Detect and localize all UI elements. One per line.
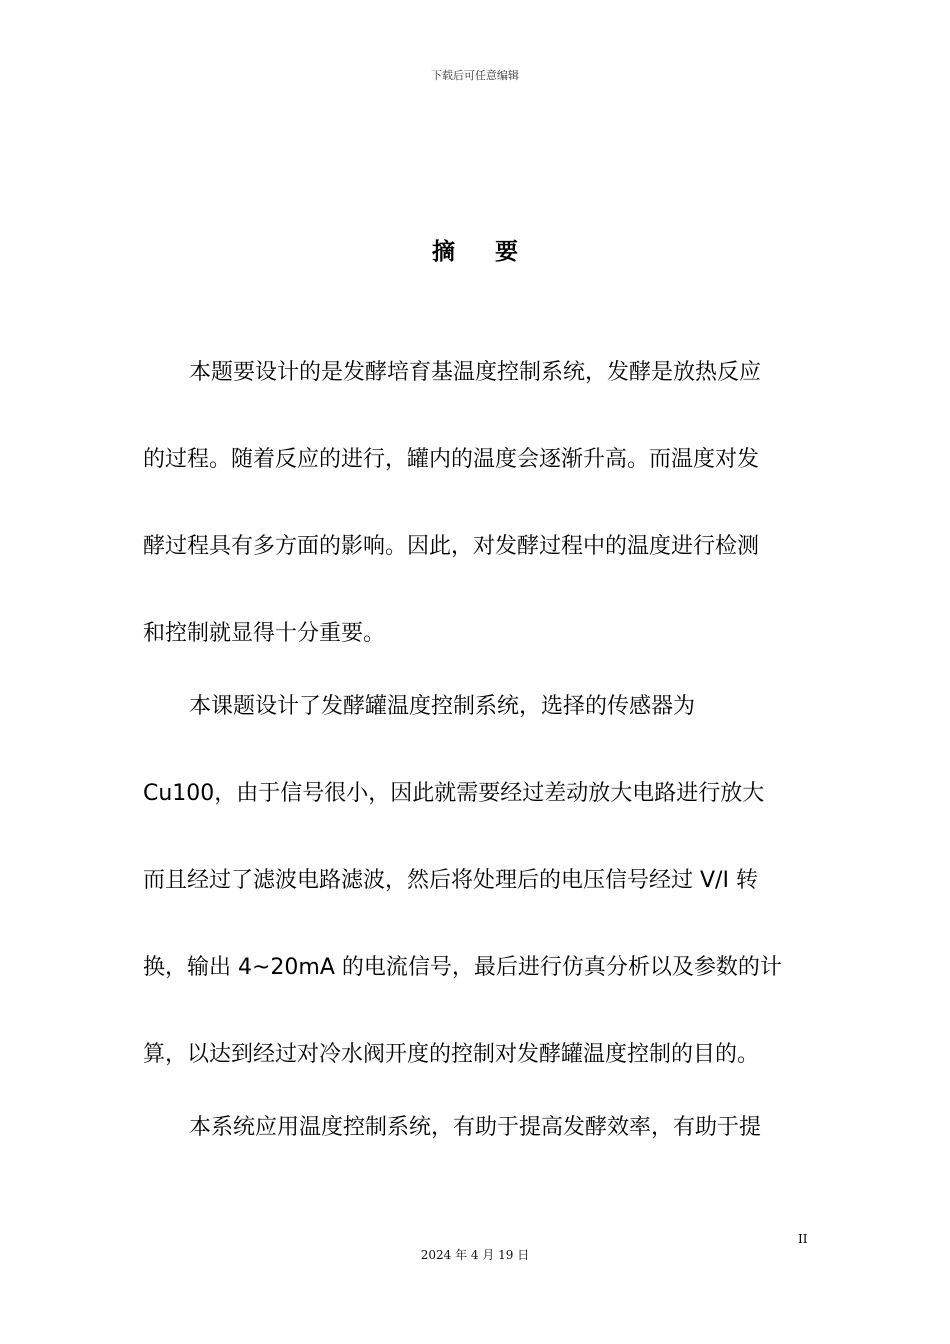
paragraph-3-line-1: 本系统应用温度控制系统，有助于提高发酵效率，有助于提 [189, 1115, 762, 1140]
paragraph-1-line-2: 的过程。随着反应的进行，罐内的温度会逐渐升高。而温度对发 [143, 447, 760, 472]
paragraph-2-line-5: 算，以达到经过对冷水阀开度的控制对发酵罐温度控制的目的。 [143, 1042, 760, 1067]
paragraph-2-line-2: Cu100，由于信号很小，因此就需要经过差动放大电路进行放大 [143, 781, 765, 806]
abstract-title: 摘 要 [431, 239, 534, 265]
page-number: II [798, 1232, 808, 1246]
paragraph-1-line-4: 和控制就显得十分重要。 [143, 621, 386, 646]
paragraph-2-line-4: 换，输出 4~20mA 的电流信号，最后进行仿真分析以及参数的计 [143, 955, 782, 980]
header-note: 下载后可任意编辑 [431, 69, 519, 82]
paragraph-1-line-1: 本题要设计的是发酵培育基温度控制系统，发酵是放热反应 [189, 360, 762, 385]
paragraph-1-line-3: 酵过程具有多方面的影响。因此，对发酵过程中的温度进行检测 [143, 534, 760, 559]
paragraph-2-line-1: 本课题设计了发酵罐温度控制系统，选择的传感器为 [189, 694, 696, 719]
paragraph-2-line-3: 而且经过了滤波电路滤波，然后将处理后的电压信号经过 V/I 转 [143, 868, 758, 893]
footer-date: 2024 年 4 月 19 日 [420, 1248, 530, 1262]
